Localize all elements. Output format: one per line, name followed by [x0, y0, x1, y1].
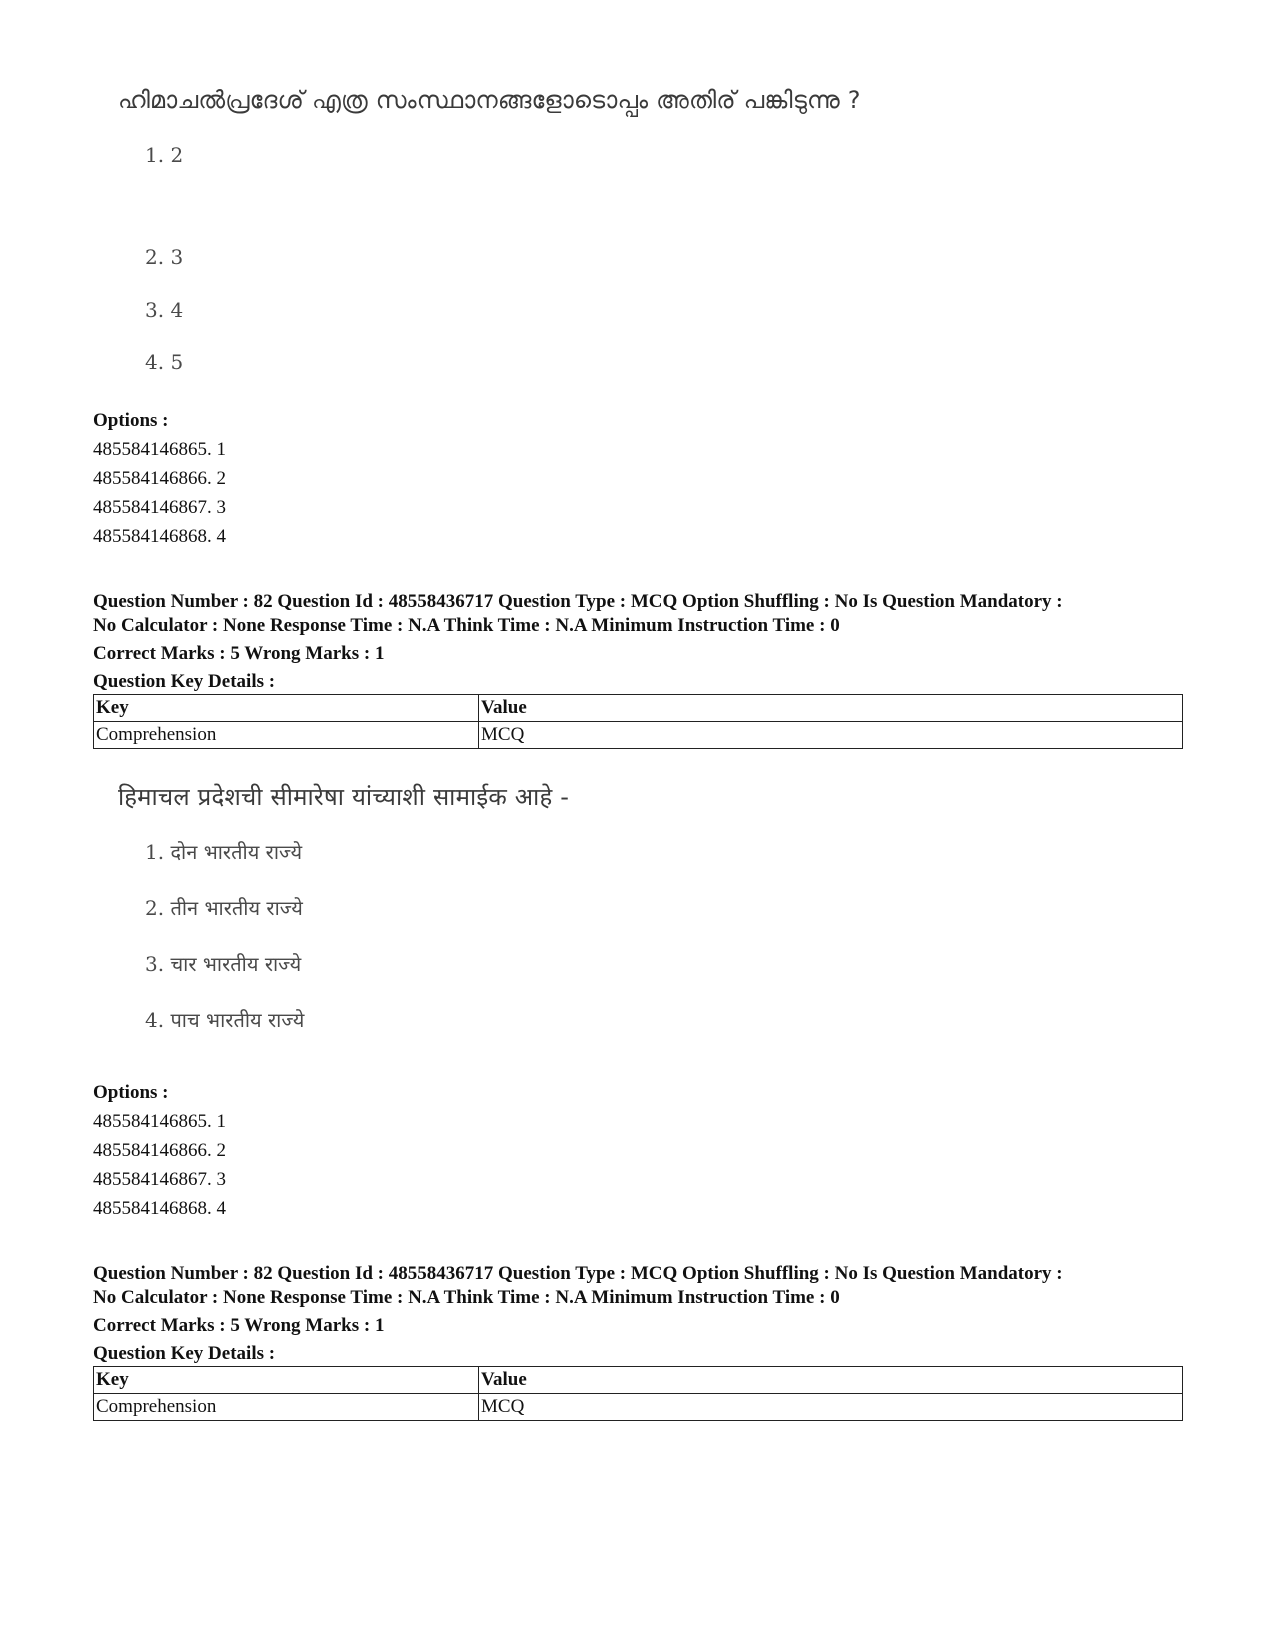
question-text: ഹിമാചൽപ്രദേശ് എത്ര സംസ്ഥാനങ്ങളോടൊപ്പം അതിര് പങ്കിടുന്നു ?	[118, 86, 861, 114]
choice-3: 3. 4	[145, 298, 184, 322]
cell-value: MCQ	[479, 722, 1183, 749]
key-details-label: Question Key Details :	[93, 1343, 276, 1364]
choice-2: 2. तीन भारतीय राज्ये	[145, 896, 303, 920]
header-key: Key	[94, 695, 479, 722]
meta-line-1: Question Number : 82 Question Id : 48558436717 Question Type : MCQ Option Shuffling : No Is Question Mandatory :	[93, 1263, 1063, 1284]
options-label: Options :	[93, 1082, 169, 1103]
meta-line-2: No Calculator : None Response Time : N.A Think Time : N.A Minimum Instruction Time : 0	[93, 1287, 840, 1308]
cell-value: MCQ	[479, 1394, 1183, 1421]
option-item: 485584146867. 3	[93, 497, 226, 518]
table-header-row	[94, 695, 1183, 722]
header-value: Value	[479, 695, 1183, 722]
header-key: Key	[94, 1367, 479, 1394]
key-details-table	[93, 1366, 1183, 1421]
meta-line-1: Question Number : 82 Question Id : 48558436717 Question Type : MCQ Option Shuffling : No Is Question Mandatory :	[93, 591, 1063, 612]
table-row	[94, 1394, 1183, 1421]
choice-4: 4. 5	[145, 350, 184, 374]
question-meta	[93, 1262, 1193, 1366]
choice-4: 4. पाच भारतीय राज्ये	[145, 1008, 305, 1032]
marks-line: Correct Marks : 5 Wrong Marks : 1	[93, 1315, 385, 1336]
key-details-table	[93, 694, 1183, 749]
choice-1: 1. दोन भारतीय राज्ये	[145, 840, 303, 864]
options-list	[93, 406, 1193, 551]
option-item: 485584146865. 1	[93, 439, 226, 460]
cell-key: Comprehension	[94, 722, 479, 749]
cell-key: Comprehension	[94, 1394, 479, 1421]
question-image-marathi	[0, 760, 1275, 1040]
question-meta	[93, 590, 1193, 694]
option-item: 485584146865. 1	[93, 1111, 226, 1132]
option-item: 485584146868. 4	[93, 526, 226, 547]
marks-line: Correct Marks : 5 Wrong Marks : 1	[93, 643, 385, 664]
options-label: Options :	[93, 410, 169, 431]
option-item: 485584146866. 2	[93, 1140, 226, 1161]
choice-3: 3. चार भारतीय राज्ये	[145, 952, 302, 976]
header-value: Value	[479, 1367, 1183, 1394]
option-item: 485584146867. 3	[93, 1169, 226, 1190]
table-header-row	[94, 1367, 1183, 1394]
option-item: 485584146866. 2	[93, 468, 226, 489]
option-item: 485584146868. 4	[93, 1198, 226, 1219]
key-details-label: Question Key Details :	[93, 671, 276, 692]
choice-1: 1. 2	[145, 143, 184, 167]
choice-2: 2. 3	[145, 245, 184, 269]
question-text: हिमाचल प्रदेशची सीमारेषा यांच्याशी सामाईक आहे -	[118, 783, 570, 811]
question-image-malayalam	[0, 0, 1275, 390]
table-row	[94, 722, 1183, 749]
meta-line-2: No Calculator : None Response Time : N.A Think Time : N.A Minimum Instruction Time : 0	[93, 615, 840, 636]
options-list	[93, 1078, 1193, 1223]
